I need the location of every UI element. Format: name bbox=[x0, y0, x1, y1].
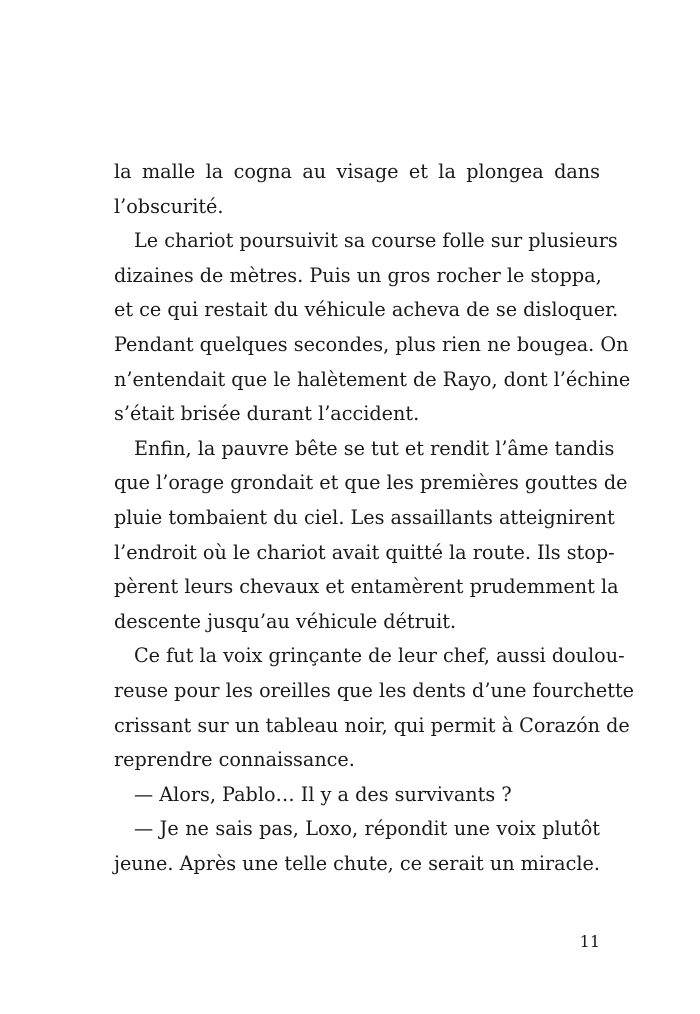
text-line: Ce fut la voix grinçante de leur chef, aussi doulou- bbox=[134, 644, 625, 668]
text-line: l’endroit où le chariot avait quitté la route. Ils stop- bbox=[114, 540, 615, 564]
text-line: reuse pour les oreilles que les dents d’une fourchette bbox=[114, 678, 635, 702]
page-number: 11 bbox=[579, 932, 600, 951]
text-line: jeune. Après une telle chute, ce serait un miracle. bbox=[114, 851, 600, 875]
text-line: — Je ne sais pas, Loxo, répondit une voix plutôt bbox=[134, 817, 600, 841]
text-line: descente jusqu’au véhicule détruit. bbox=[114, 609, 457, 633]
text-line: l’obscurité. bbox=[114, 194, 224, 218]
text-line: Pendant quelques secondes, plus rien ne bougea. On bbox=[114, 332, 629, 356]
text-line: et ce qui restait du véhicule acheva de se disloquer. bbox=[114, 298, 619, 322]
text-line: s’était brisée durant l’accident. bbox=[114, 402, 420, 426]
text-line: crissant sur un tableau noir, qui permit à Corazón de bbox=[114, 713, 630, 737]
text-line: pèrent leurs chevaux et entamèrent prudemment la bbox=[114, 575, 619, 599]
text-line: n’entendait que le halètement de Rayo, dont l’échine bbox=[114, 367, 631, 391]
text-line: Le chariot poursuivit sa course folle sur plusieurs bbox=[134, 229, 618, 253]
text-line: que l’orage grondait et que les premières gouttes de bbox=[114, 471, 628, 495]
text-line: reprendre connaissance. bbox=[114, 748, 355, 772]
text-line: dizaines de mètres. Puis un gros rocher le stoppa, bbox=[114, 263, 602, 287]
text-line: — Alors, Pablo… Il y a des survivants ? bbox=[134, 782, 512, 806]
text-line: la malle la cogna au visage et la plongea dans bbox=[114, 160, 600, 183]
text-line: Enfin, la pauvre bête se tut et rendit l’âme tandis bbox=[134, 436, 615, 460]
text-line: pluie tombaient du ciel. Les assaillants atteignirent bbox=[114, 505, 615, 529]
page-body-text bbox=[114, 155, 635, 881]
